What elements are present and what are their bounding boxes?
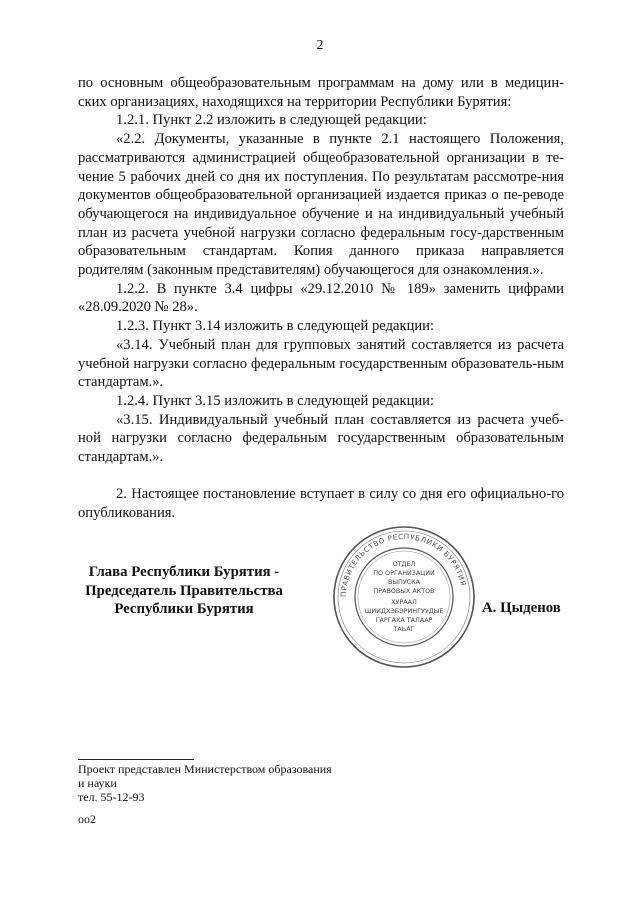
paragraph-continuation: по основным общеобразовательным программам на дому или в медицин-ских организациях, находящихся на территории Республики Бурятия: [78,75,564,110]
seal-center-text: ОТДЕЛ [392,560,416,568]
signatory-title-line: Председатель Правительства [85,582,283,599]
paragraph-quote-3-14: «3.14. Учебный план для групповых занятий составляется из расчета учебной нагрузки согласно федеральным государственным образователь-ным стандартам.». [78,336,564,391]
footnote-phone: тел. 55-12-93 [78,790,145,805]
seal-center-text: ПРАВОВЫХ АКТОВ [373,587,435,595]
footnote-divider [78,759,194,760]
paragraph-item-2: 2. Настоящее постановление вступает в силу со дня его официально-го опубликования. [78,486,564,522]
seal-center-text: ПО ОРГАНИЗАЦИИ [373,569,435,577]
seal-center-text: ТАЬАГ [393,625,415,633]
paragraph-quote-3-15: «3.15. Индивидуальный учебный план составляется из расчета учеб-ной нагрузки согласно федеральным государственным образовательным стандартам.». [78,411,564,466]
paragraph-item-1-2-2: 1.2.2. В пункте 3.4 цифры «29.12.2010 № 189» заменить цифрами «28.09.2020 № 28». [78,280,564,316]
footnote [78,762,398,805]
seal-center-text: ГАРГАХА ТАЛААР [375,616,433,624]
seal-center-text: ШИИДХЭБЭРИНГУУДЫЕ [364,607,444,615]
paragraph-item-1-2-1: 1.2.1. Пункт 2.2 изложить в следующей редакции: [116,112,427,129]
signatory-title-line: Глава Республики Бурятия - [88,564,280,580]
footnote-line: Проект представлен Министерством образования [78,762,332,776]
signatory-name: А. Цыденов [482,600,561,616]
seal-outer-text: ПРАВИТЕЛЬСТВО РЕСПУБЛИКИ БУРЯТИЯ [338,531,468,598]
official-seal [330,523,478,671]
document-body [78,74,564,523]
page-number: 2 [316,38,324,53]
paragraph-item-1-2-4: 1.2.4. Пункт 3.15 изложить в следующей редакции: [116,392,435,409]
seal-center-text: ХУРААЛ [391,598,417,606]
document-code: оо2 [78,812,96,826]
signatory-title [64,563,304,619]
signatory-title-line: Республики Бурятия [114,601,254,617]
seal-center-text: ВЫПУСКА [387,578,421,586]
paragraph-item-1-2-3: 1.2.3. Пункт 3.14 изложить в следующей редакции: [116,318,435,335]
footnote-line: и науки [78,776,117,791]
paragraph-quote-2-2: «2.2. Документы, указанные в пункте 2.1 настоящего Положения, рассматриваются администрацией общеобразовательной организации в те-чение 5 рабочих дней со дня их поступления. По результатам рассмотре-ния документов общеобразовательной организацией издается приказ о пе-реводе обучающегося на индивидуальное обучение и на индивидуальный учебный план из расчета учебной нагрузки согласно федеральным госу-дарственным образовательным стандартам. Копия данного приказа направляется родителям (законным представителям) обучающегося для ознакомления.». [78,131,564,279]
